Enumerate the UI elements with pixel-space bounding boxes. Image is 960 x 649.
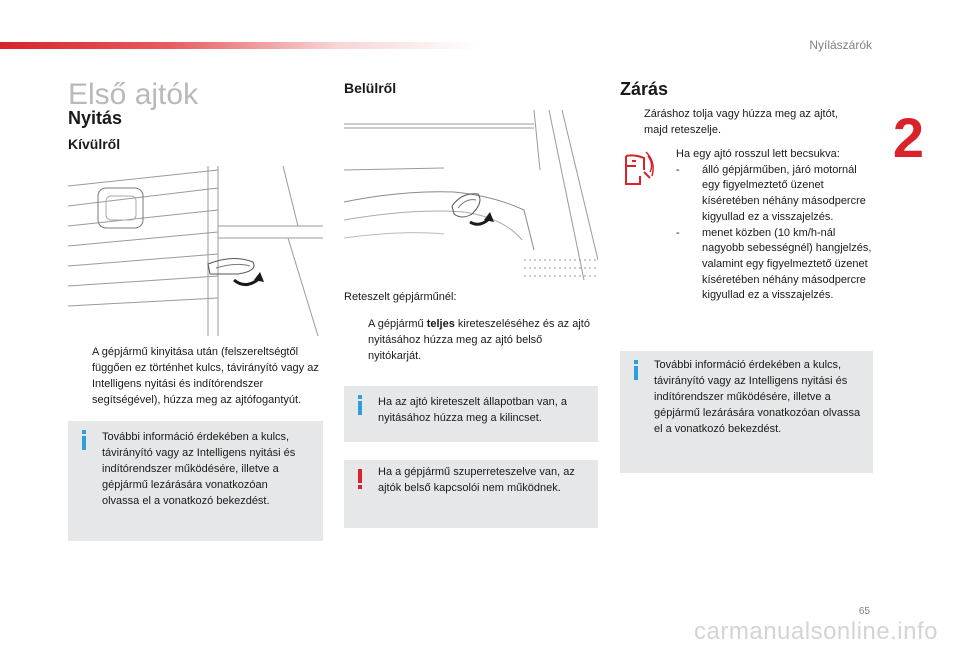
info-icon [630,359,642,381]
subheading-from-inside: Belülről [344,80,397,96]
section-heading-opening: Nyitás [68,108,123,128]
interior-door-handle-illustration [344,110,598,280]
page-title: Első ajtók [68,78,199,111]
locked-vehicle-intro: Reteszelt gépjárműnél: [344,291,457,303]
close-instruction: Záráshoz tolja vagy húzza meg az ajtót, majd reteszelje. [644,108,838,136]
bold-full: teljes [426,318,455,330]
info-box-unlocked-door [344,386,598,442]
open-outside-instruction: A gépjármű kinyitása után (felszereltségtől függően ez történhet kulcs, távirányító vagy az Intelligens nyitási és indítórendszer segítségével), húzza meg az ajtófogantyút. [92,346,319,406]
info-text: További információ érdekében a kulcs, távirányító vagy az Intelligens nyitási és indítórendszer működésére, illetve a gépjármű lezárására vonatkozóan olvassa el a vonatkozó bekezdést. [654,359,861,435]
open-inside-instruction: A gépjármű teljes kireteszeléséhez és az ajtó nyitásához húzza meg az ajtó belső nyitókarját. [368,318,590,362]
info-icon [78,429,90,451]
door-ajar-intro: Ha egy ajtó rosszul lett becsukva: [676,148,840,160]
door-ajar-warning-text [676,147,876,304]
subheading-from-outside: Kívülről [68,136,121,152]
warning-exclamation-icon [354,468,366,490]
list-item: - menet közben (10 km/h-nál nagyobb sebességnél) hangjelzés, valamint egy figyelmeztető üzenet kíséretében néhány másodpercre kigyullad ez a visszajelzés. [676,226,872,302]
chapter-number: 2 [892,106,924,169]
info-text: További információ érdekében a kulcs, távirányító vagy az Intelligens nyitási és indítórendszer működésére, illetve a gépjármű lezárására vonatkozóan olvassa el a vonatkozó bekezdést. [102,431,296,507]
page-number: 65 [858,606,870,617]
info-box-key-remote-left [68,421,323,541]
section-heading-closing: Zárás [620,79,669,99]
door-open-warning-icon [622,150,656,190]
exterior-door-handle-illustration [68,166,323,336]
info-icon [354,394,366,416]
warning-box-deadlock [344,460,598,528]
info-text: Ha az ajtó kireteszelt állapotban van, a nyitásához húzza meg a kilincset. [378,396,567,424]
watermark: carmanualsonline.info [694,618,938,645]
warning-text: Ha a gépjármű szuperreteszelve van, az ajtók belső kapcsolói nem működnek. [378,466,575,494]
header-accent-bar [0,42,480,49]
list-item: - álló gépjárműben, járó motornál egy figyelmeztető üzenet kíséretében néhány másodpercre kigyullad ez a visszajelzés. [676,163,866,223]
section-title: Nyílászárók [809,38,872,52]
info-box-key-remote-right [620,351,873,473]
